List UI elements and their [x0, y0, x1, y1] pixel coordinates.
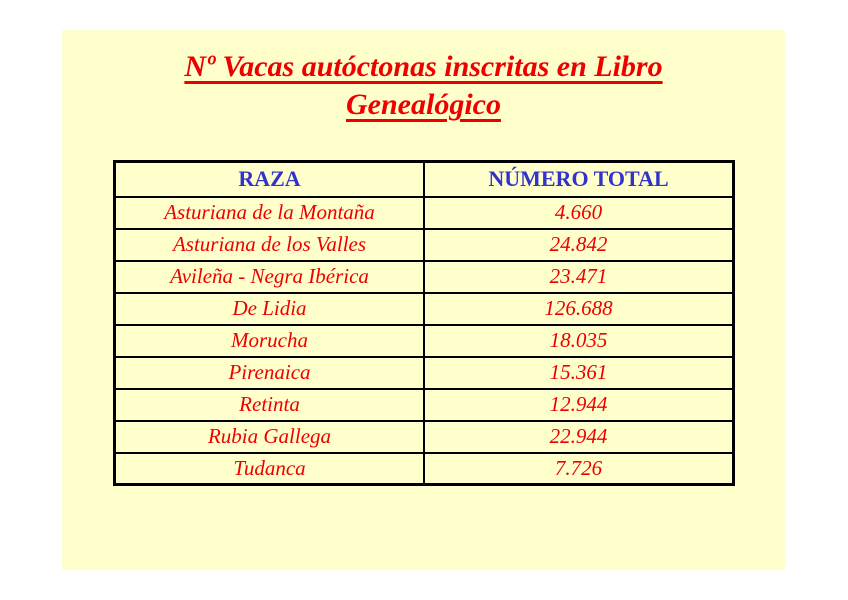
cell-raza: Retinta: [115, 389, 425, 421]
table-container: [113, 160, 735, 486]
table-row: [115, 357, 734, 389]
cell-raza: Morucha: [115, 325, 425, 357]
cell-total: 126.688: [424, 293, 734, 325]
table-row: [115, 229, 734, 261]
data-table: [113, 160, 735, 486]
cell-raza: Pirenaica: [115, 357, 425, 389]
header-row: [115, 162, 734, 197]
cell-raza: Tudanca: [115, 453, 425, 485]
cell-raza: Asturiana de la Montaña: [115, 197, 425, 229]
cell-total: 22.944: [424, 421, 734, 453]
cell-raza: Rubia Gallega: [115, 421, 425, 453]
cell-total: 18.035: [424, 325, 734, 357]
cell-total: 4.660: [424, 197, 734, 229]
cell-raza: Asturiana de los Valles: [115, 229, 425, 261]
table-row: [115, 325, 734, 357]
table-row: [115, 389, 734, 421]
cell-raza: Avileña - Negra Ibérica: [115, 261, 425, 293]
cell-total: 24.842: [424, 229, 734, 261]
header-cell-raza: RAZA: [115, 162, 425, 197]
cell-total: 23.471: [424, 261, 734, 293]
table-row: [115, 197, 734, 229]
page-title: Nº Vacas autóctonas inscritas en Libro Genealógico: [184, 50, 663, 122]
cell-raza: De Lidia: [115, 293, 425, 325]
cell-total: 15.361: [424, 357, 734, 389]
table-row: [115, 261, 734, 293]
slide: [62, 30, 785, 570]
table-row: [115, 421, 734, 453]
table-row: [115, 293, 734, 325]
title-container: [62, 48, 785, 125]
table-row: [115, 453, 734, 485]
cell-total: 7.726: [424, 453, 734, 485]
cell-total: 12.944: [424, 389, 734, 421]
header-cell-total: NÚMERO TOTAL: [424, 162, 734, 197]
